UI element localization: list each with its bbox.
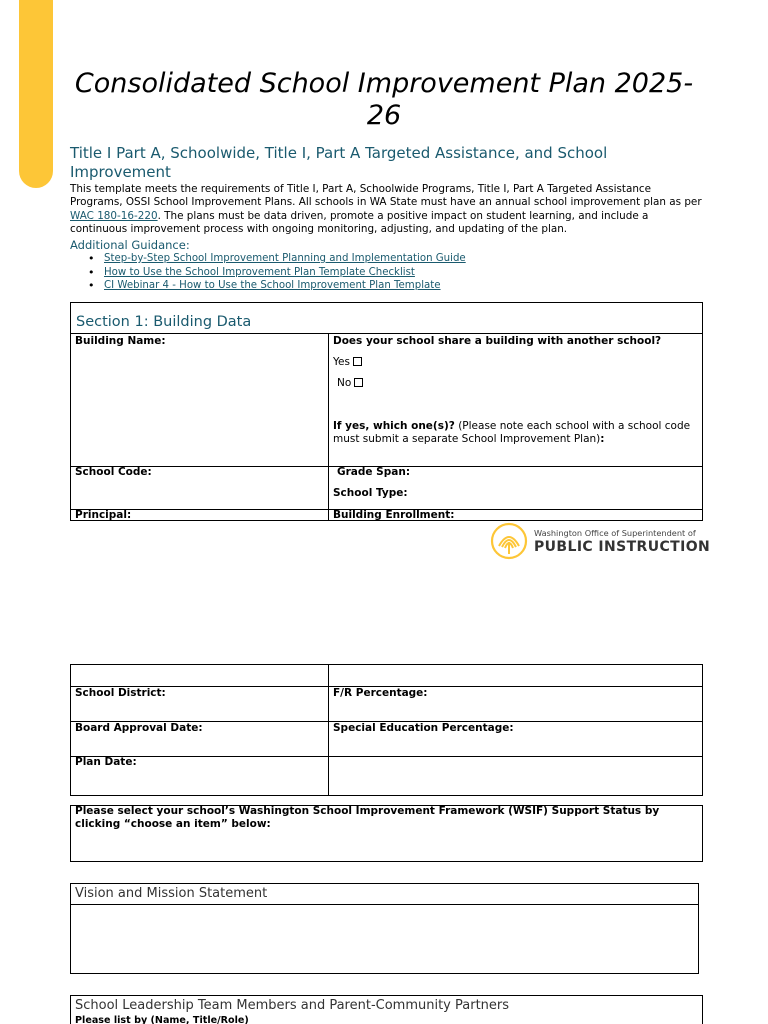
which-school-bold: If yes, which one(s)? bbox=[333, 420, 455, 432]
sped-percentage-cell[interactable] bbox=[328, 721, 703, 756]
yes-checkbox[interactable] bbox=[353, 357, 362, 366]
principal-label: Principal: bbox=[75, 509, 132, 521]
school-district-label: School District: bbox=[75, 687, 166, 699]
wac-link[interactable]: WAC 180-16-220 bbox=[70, 209, 158, 222]
intro-paragraph bbox=[70, 183, 702, 236]
guidance-label: Additional Guidance: bbox=[70, 238, 190, 252]
wsif-prompt: Please select your school’s Washington School Improvement Framework (WSIF) Support Status by clicking “choose an item” below: bbox=[75, 805, 660, 830]
title-line-2: 26 bbox=[366, 100, 402, 131]
blank-cell-left[interactable] bbox=[71, 664, 328, 686]
leadership-team-box bbox=[70, 995, 703, 1024]
school-district-cell[interactable] bbox=[71, 686, 328, 721]
no-label: No bbox=[337, 377, 352, 389]
vision-mission-title: Vision and Mission Statement bbox=[75, 886, 268, 901]
fr-percentage-cell[interactable] bbox=[328, 686, 703, 721]
vision-mission-box bbox=[70, 883, 699, 974]
plan-date-label: Plan Date: bbox=[75, 756, 137, 768]
building-name-label: Building Name: bbox=[75, 335, 166, 347]
leadership-team-instruction: Please list by (Name, Title/Role) bbox=[75, 1015, 249, 1024]
principal-cell[interactable] bbox=[71, 509, 328, 521]
district-info-table bbox=[70, 664, 703, 796]
logo-wordmark: PUBLIC INSTRUCTION bbox=[534, 539, 711, 555]
leadership-team-title: School Leadership Team Members and Parent-Community Partners bbox=[75, 998, 510, 1013]
blank-cell-right[interactable] bbox=[328, 664, 703, 686]
building-enrollment-label: Building Enrollment: bbox=[333, 509, 455, 521]
webinar-link[interactable]: CI Webinar 4 - How to Use the School Improvement Plan Template bbox=[104, 280, 441, 292]
section1-title: Section 1: Building Data bbox=[76, 314, 252, 330]
guidance-item bbox=[88, 279, 688, 293]
building-enrollment-cell[interactable] bbox=[328, 509, 703, 521]
guidance-item bbox=[88, 266, 688, 280]
which-school-prompt bbox=[333, 420, 701, 446]
guide-link[interactable]: Step-by-Step School Improvement Planning and Implementation Guide bbox=[104, 253, 466, 264]
school-code-cell[interactable] bbox=[71, 466, 328, 509]
school-code-label: School Code: bbox=[75, 466, 152, 478]
board-approval-label: Board Approval Date: bbox=[75, 722, 203, 734]
plan-date-blank-cell[interactable] bbox=[328, 756, 703, 796]
vision-mission-field[interactable] bbox=[71, 904, 698, 973]
no-option[interactable] bbox=[337, 377, 363, 390]
grade-span-label: Grade Span: bbox=[337, 466, 411, 478]
intro-text-1: This template meets the requirements of Title I, Part A, Schoolwide Programs, Title I, Part A Targeted Assistance Programs, OSSI School Improvement Plans. All schools in WA State must have an annual school improvement plan as per bbox=[70, 183, 702, 209]
board-approval-cell[interactable] bbox=[71, 721, 328, 756]
guidance-list bbox=[88, 252, 688, 293]
yes-label: Yes bbox=[333, 356, 350, 368]
ospi-logo bbox=[490, 522, 711, 560]
fr-percentage-label: F/R Percentage: bbox=[333, 687, 428, 699]
which-school-note: (Please note each school with a school code must submit a separate School Improvement Plan) bbox=[333, 420, 691, 445]
ospi-seal-icon bbox=[490, 522, 528, 560]
building-name-cell[interactable] bbox=[71, 333, 328, 466]
title-line-1: Consolidated School Improvement Plan 2025- bbox=[74, 68, 694, 99]
document-subtitle: Title I Part A, Schoolwide, Title I, Part A Targeted Assistance, and School Improvement bbox=[70, 144, 608, 181]
building-data-table bbox=[70, 302, 703, 521]
guidance-item bbox=[88, 252, 688, 266]
wsif-status-box[interactable] bbox=[70, 805, 703, 862]
page-title bbox=[60, 68, 708, 132]
which-school-colon: : bbox=[600, 433, 605, 445]
no-checkbox[interactable] bbox=[354, 378, 363, 387]
accent-bar bbox=[19, 0, 53, 188]
shared-building-cell bbox=[328, 333, 703, 466]
logo-tagline: Washington Office of Superintendent of bbox=[534, 528, 696, 538]
grade-span-cell[interactable] bbox=[328, 466, 703, 509]
shared-building-question: Does your school share a building with another school? bbox=[333, 335, 662, 347]
plan-date-cell[interactable] bbox=[71, 756, 328, 796]
checklist-link[interactable]: How to Use the School Improvement Plan Template Checklist bbox=[104, 266, 415, 278]
school-type-label: School Type: bbox=[333, 487, 408, 499]
intro-text-2: . The plans must be data driven, promote a positive impact on student learning, and include a continuous improvement process with ongoing monitoring, adjusting, and updating of the plan. bbox=[70, 209, 649, 235]
sped-percentage-label: Special Education Percentage: bbox=[333, 722, 514, 734]
yes-option[interactable] bbox=[333, 356, 362, 369]
